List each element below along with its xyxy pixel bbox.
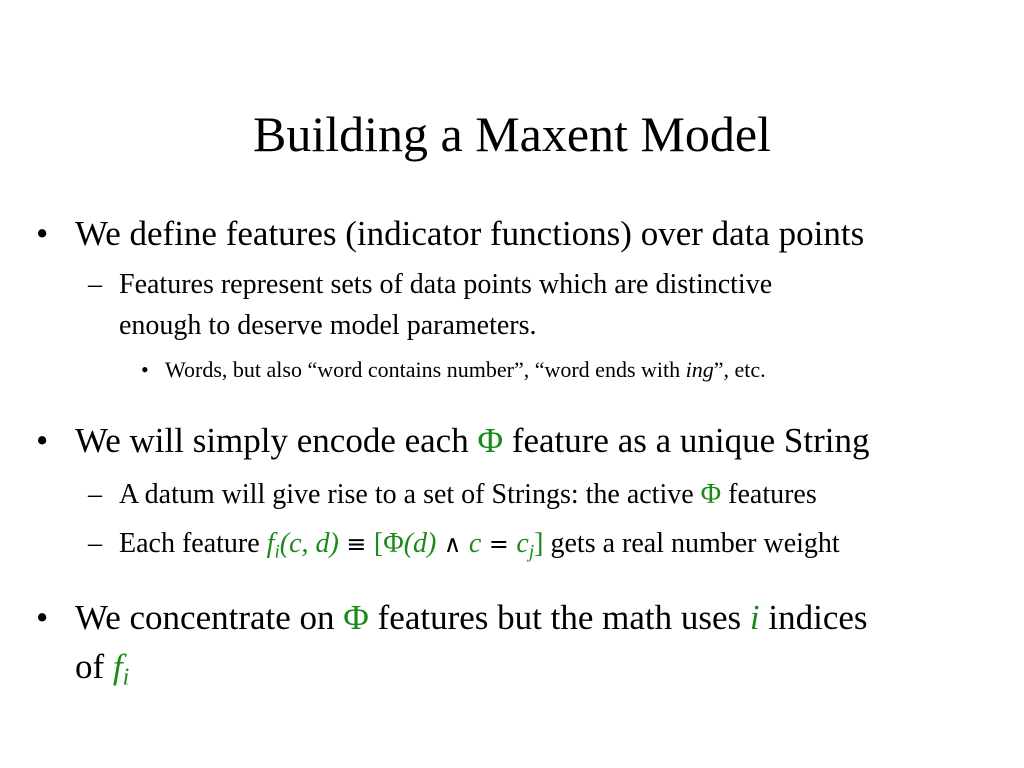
cj-subscript-j: j — [528, 541, 535, 563]
bullet-2-sub-1 — [119, 478, 817, 512]
subsub-text-pre: Words, but also “word contains number”, “word ends with — [165, 357, 686, 382]
bullet-1-text: We define features (indicator functions) over data points — [75, 214, 865, 253]
feature-args: (c, d) — [279, 528, 339, 559]
cj-variable: c — [516, 528, 529, 559]
bullet-2-sub-1-post: features — [721, 479, 817, 510]
subsub-text-post: ”, etc. — [713, 357, 766, 382]
bullet-2-sub-1-pre: A datum will give rise to a set of Strings: the active — [119, 479, 701, 510]
and-symbol: ∧ — [436, 530, 469, 558]
bullet-2-pre: We will simply encode each — [75, 421, 478, 460]
subsub-text-em: ing — [685, 357, 714, 382]
bullet-3-mid: features but the math uses — [368, 598, 750, 637]
equals-symbol: = — [481, 530, 517, 558]
bullet-2-sub-2 — [119, 527, 840, 561]
phi-symbol: Φ — [700, 479, 722, 510]
bullet-2-sub-2-post: gets a real number weight — [543, 528, 840, 559]
index-i: i — [749, 598, 760, 637]
feature-f: f — [266, 528, 275, 559]
bullet-3-line-1 — [75, 597, 868, 639]
phi-symbol: Φ — [383, 528, 404, 559]
dash-marker: – — [88, 479, 102, 510]
bullet-3-line-2 — [75, 646, 130, 691]
dash-marker: – — [88, 269, 102, 300]
small-bullet-marker: • — [141, 357, 149, 382]
dash-marker: – — [88, 528, 102, 559]
bullet-2-sub-2-pre: Each feature — [119, 528, 267, 559]
phi-symbol: Φ — [343, 598, 369, 637]
bullet-3-pre: We concentrate on — [75, 598, 344, 637]
bracket-open: [ — [373, 528, 384, 559]
bullet-1-subsub-1 — [165, 357, 766, 383]
bracket-close: ] — [534, 528, 544, 559]
feature-f-subscript-i: i — [274, 541, 280, 563]
phi-symbol: Φ — [477, 421, 504, 460]
bullet-1-sub-1-line-1: Features represent sets of data points which are distinctive — [119, 269, 773, 300]
phi-arg: (d) — [403, 528, 437, 559]
slide-title: Building a Maxent Model — [253, 106, 771, 162]
bullet-3-line-2-pre: of — [75, 647, 113, 686]
bullet-2-text — [75, 420, 869, 462]
feature-f-subscript-i: i — [122, 664, 130, 691]
equiv-symbol: ≡ — [338, 530, 374, 558]
bullet-marker: • — [36, 214, 49, 253]
bullet-marker: • — [36, 598, 49, 637]
bullet-2-post: feature as a unique String — [503, 421, 870, 460]
feature-f: f — [112, 647, 123, 686]
bullet-marker: • — [36, 421, 49, 460]
bullet-1-sub-1-line-2: enough to deserve model parameters. — [119, 310, 537, 341]
c-variable: c — [468, 528, 482, 559]
bullet-3-post: indices — [759, 598, 868, 637]
